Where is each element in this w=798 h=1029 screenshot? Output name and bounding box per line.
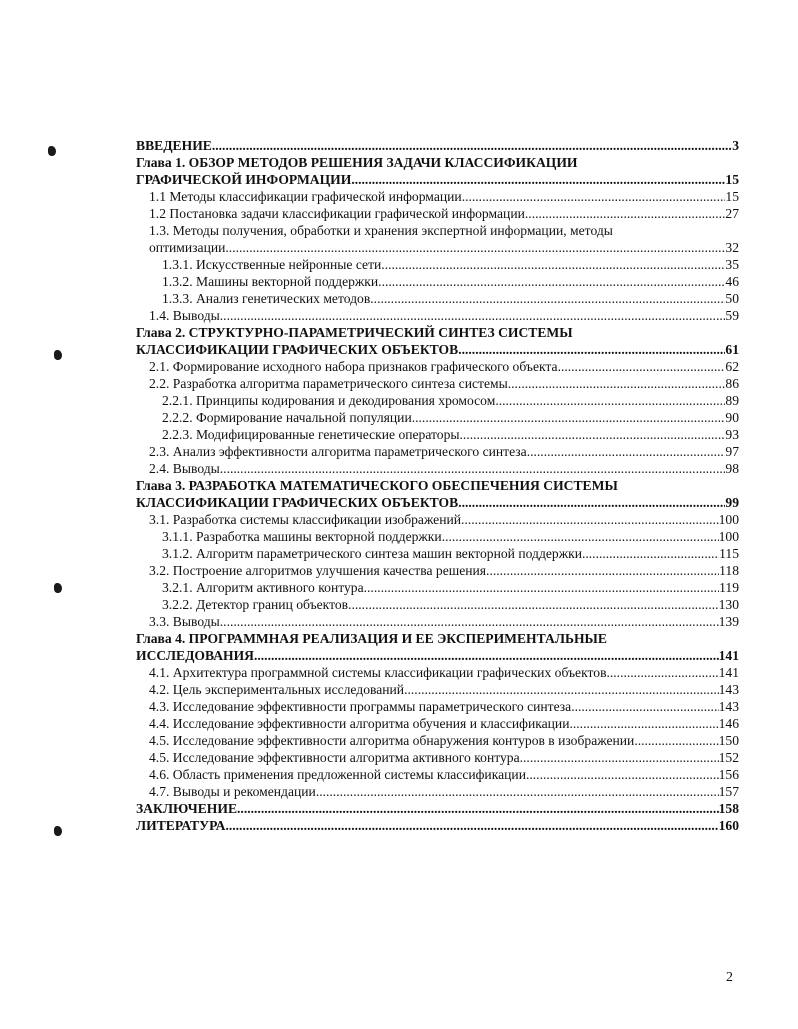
toc-entry-page: 157	[718, 784, 739, 799]
toc-leader-dots	[316, 783, 719, 800]
toc-entry	[136, 511, 739, 528]
toc-leader-dots	[558, 358, 726, 375]
toc-entry-page: 86	[725, 376, 739, 391]
toc-entry-title: 1.3.1. Искусственные нейронные сети.	[162, 257, 385, 272]
toc-entry	[136, 358, 739, 375]
toc-entry-title: 2.2.3. Модифицированные генетические операторы	[162, 427, 460, 442]
toc-entry-title: 4.2. Цель экспериментальных исследований	[149, 682, 405, 697]
toc-entry-title: 3.2.1. Алгоритм активного контура.	[162, 580, 368, 595]
toc-entry	[136, 154, 739, 171]
toc-entry	[136, 596, 739, 613]
toc-entry-title: КЛАССИФИКАЦИИ ГРАФИЧЕСКИХ ОБЪЕКТОВ	[136, 342, 459, 357]
toc-leader-dots	[569, 715, 718, 732]
toc-entry-title: Глава 3. РАЗРАБОТКА МАТЕМАТИЧЕСКОГО ОБЕСПЕЧЕНИЯ СИСТЕМЫ	[136, 478, 618, 493]
toc-entry-title: 4.6. Область применения предложенной системы классификации	[149, 767, 526, 782]
toc-leader-dots	[220, 307, 726, 324]
toc-entry-title: 1.3.3. Анализ генетических методов.	[162, 291, 374, 306]
toc-entry-page: 139	[718, 614, 739, 629]
toc-entry	[136, 239, 739, 256]
page-number: 2	[726, 970, 733, 985]
toc-entry-title: 2.1. Формирование исходного набора признаков графического объекта	[149, 359, 558, 374]
toc-entry	[136, 256, 739, 273]
toc-entry-page: 150	[718, 733, 739, 748]
punch-hole-mark	[48, 146, 56, 156]
toc-entry-page: 59	[725, 308, 739, 323]
toc-entry-title: 3.2. Построение алгоритмов улучшения качества решения.	[149, 563, 490, 578]
toc-entry	[136, 443, 739, 460]
toc-entry-title: 2.2. Разработка алгоритма параметрического синтеза системы	[149, 376, 508, 391]
toc-leader-dots	[229, 239, 726, 256]
toc-leader-dots	[634, 732, 718, 749]
toc-leader-dots	[461, 511, 719, 528]
toc-leader-dots	[489, 562, 719, 579]
toc-entry	[136, 783, 739, 800]
toc-entry-title: ЗАКЛЮЧЕНИЕ	[136, 801, 238, 816]
toc-entry-page: 62	[725, 359, 739, 374]
toc-entry	[136, 392, 739, 409]
toc-leader-dots	[442, 528, 719, 545]
toc-entry-title: 4.4. Исследование эффективности алгоритма обучения и классификации	[149, 716, 570, 731]
toc-entry-page: 90	[725, 410, 739, 425]
toc-entry-title: 2.4. Выводы	[149, 461, 220, 476]
toc-entry-page: 98	[725, 461, 739, 476]
toc-entry-title: ИССЛЕДОВАНИЯ	[136, 648, 254, 663]
toc-leader-dots	[520, 749, 719, 766]
toc-entry	[136, 477, 739, 494]
toc-entry	[136, 664, 739, 681]
toc-entry-title: Глава 4. ПРОГРАММНАЯ РЕАЛИЗАЦИЯ И ЕЕ ЭКСПЕРИМЕНТАЛЬНЫЕ	[136, 631, 607, 646]
toc-leader-dots	[458, 341, 725, 358]
toc-entry	[136, 426, 739, 443]
toc-entry	[136, 188, 739, 205]
toc-entry	[136, 681, 739, 698]
toc-entry-page: 15	[725, 172, 739, 187]
toc-entry	[136, 766, 739, 783]
toc-entry-page: 89	[725, 393, 739, 408]
toc-entry	[136, 647, 739, 664]
toc-entry-title: 1.3. Методы получения, обработки и хранения экспертной информации, методы	[149, 223, 613, 238]
toc-leader-dots	[385, 256, 726, 273]
toc-entry-page: 160	[718, 818, 739, 833]
toc-entry-title: 4.5. Исследование эффективности алгоритма обнаружения контуров в изображении	[149, 733, 635, 748]
toc-leader-dots	[606, 664, 718, 681]
toc-entry-title: КЛАССИФИКАЦИИ ГРАФИЧЕСКИХ ОБЪЕКТОВ	[136, 495, 459, 510]
toc-entry-page: 61	[725, 342, 739, 357]
toc-entry-page: 97	[725, 444, 739, 459]
toc-entry-page: 156	[718, 767, 739, 782]
toc-entry	[136, 494, 739, 511]
toc-entry-title: 3.1.2. Алгоритм параметрического синтеза машин векторной поддержки	[162, 546, 582, 561]
punch-hole-mark	[54, 583, 62, 593]
toc-entry-page: 130	[718, 597, 739, 612]
toc-leader-dots	[571, 698, 718, 715]
toc-leader-dots	[367, 579, 719, 596]
toc-entry	[136, 375, 739, 392]
toc-entry	[136, 290, 739, 307]
toc-entry	[136, 715, 739, 732]
toc-leader-dots	[495, 392, 725, 409]
toc-entry-title: оптимизации.	[149, 240, 229, 255]
toc-entry	[136, 562, 739, 579]
toc-entry	[136, 324, 739, 341]
toc-entry	[136, 307, 739, 324]
toc-entry-title: 3.1. Разработка системы классификации изображений	[149, 512, 462, 527]
toc-entry-title: ЛИТЕРАТУРА	[136, 818, 226, 833]
toc-entry-page: 141	[718, 648, 739, 663]
toc-entry	[136, 528, 739, 545]
toc-leader-dots	[382, 273, 726, 290]
toc-entry-title: Глава 2. СТРУКТУРНО-ПАРАМЕТРИЧЕСКИЙ СИНТЕЗ СИСТЕМЫ	[136, 325, 573, 340]
toc-leader-dots	[582, 545, 719, 562]
toc-entry-page: 143	[718, 682, 739, 697]
toc-leader-dots	[526, 766, 719, 783]
toc-entry-page: 100	[718, 529, 739, 544]
toc-entry-page: 35	[725, 257, 739, 272]
toc-entry-page: 27	[725, 206, 739, 221]
toc-entry-page: 93	[725, 427, 739, 442]
toc-leader-dots	[458, 494, 725, 511]
toc-entry-page: 32	[725, 240, 739, 255]
toc-entry	[136, 545, 739, 562]
toc-entry-title: Глава 1. ОБЗОР МЕТОДОВ РЕШЕНИЯ ЗАДАЧИ КЛАССИФИКАЦИИ	[136, 155, 578, 170]
toc-entry-page: 152	[718, 750, 739, 765]
toc-entry-title: ВВЕДЕНИЕ	[136, 138, 212, 153]
toc-leader-dots	[212, 137, 732, 154]
toc-entry-page: 143	[718, 699, 739, 714]
toc-entry-title: 1.4. Выводы	[149, 308, 220, 323]
toc-entry-page: 99	[725, 495, 739, 510]
toc-entry-title: 3.1.1. Разработка машины векторной поддержки	[162, 529, 442, 544]
toc-entry	[136, 273, 739, 290]
toc-entry-title: 2.2.1. Принципы кодирования и декодирования хромосом	[162, 393, 496, 408]
toc-entry	[136, 732, 739, 749]
toc-entry	[136, 749, 739, 766]
toc-entry-title: 4.7. Выводы и рекомендации	[149, 784, 316, 799]
toc-entry	[136, 409, 739, 426]
toc-entry	[136, 205, 739, 222]
toc-entry-title: ГРАФИЧЕСКОЙ ИНФОРМАЦИИ	[136, 172, 352, 187]
toc-entry	[136, 630, 739, 647]
toc-leader-dots	[462, 188, 726, 205]
punch-hole-mark	[54, 826, 62, 836]
toc-leader-dots	[351, 171, 725, 188]
toc-entry-page: 118	[719, 563, 739, 578]
toc-entry-title: 3.3. Выводы	[149, 614, 220, 629]
toc-entry-page: 158	[718, 801, 739, 816]
toc-entry	[136, 613, 739, 630]
toc-entry	[136, 137, 739, 154]
toc-leader-dots	[351, 596, 718, 613]
toc-entry-title: 3.2.2. Детектор границ объектов.	[162, 597, 352, 612]
punch-hole-mark	[54, 350, 62, 360]
toc-entry	[136, 460, 739, 477]
table-of-contents	[136, 137, 739, 834]
toc-entry-page: 3	[732, 138, 739, 153]
toc-entry	[136, 698, 739, 715]
toc-entry-page: 141	[718, 665, 739, 680]
toc-entry-title: 1.2 Постановка задачи классификации графической информации	[149, 206, 525, 221]
toc-entry-page: 146	[718, 716, 739, 731]
toc-leader-dots	[460, 426, 726, 443]
toc-leader-dots	[225, 817, 718, 834]
toc-entry	[136, 171, 739, 188]
toc-leader-dots	[220, 613, 719, 630]
toc-leader-dots	[525, 205, 726, 222]
toc-entry-page: 50	[725, 291, 739, 306]
toc-entry	[136, 222, 739, 239]
toc-leader-dots	[254, 647, 719, 664]
toc-entry	[136, 341, 739, 358]
toc-leader-dots	[412, 409, 726, 426]
toc-entry-title: 1.3.2. Машины векторной поддержки.	[162, 274, 382, 289]
toc-leader-dots	[374, 290, 726, 307]
toc-entry-title: 2.2.2. Формирование начальной популяции	[162, 410, 412, 425]
toc-entry	[136, 800, 739, 817]
toc-entry-title: 4.1. Архитектура программной системы классификации графических объектов	[149, 665, 607, 680]
toc-entry	[136, 817, 739, 834]
toc-leader-dots	[527, 443, 726, 460]
toc-leader-dots	[508, 375, 726, 392]
toc-entry-title: 4.3. Исследование эффективности программы параметрического синтеза	[149, 699, 572, 714]
toc-entry-title: 2.3. Анализ эффективности алгоритма параметрического синтеза	[149, 444, 527, 459]
toc-entry-page: 46	[725, 274, 739, 289]
toc-entry-title: 1.1 Методы классификации графической информации	[149, 189, 462, 204]
toc-entry-title: 4.5. Исследование эффективности алгоритма активного контура	[149, 750, 520, 765]
toc-entry-page: 115	[719, 546, 739, 561]
toc-entry-page: 100	[718, 512, 739, 527]
toc-entry-page: 119	[719, 580, 739, 595]
toc-entry	[136, 579, 739, 596]
toc-leader-dots	[220, 460, 726, 477]
toc-leader-dots	[404, 681, 719, 698]
toc-leader-dots	[237, 800, 719, 817]
toc-entry-page: 15	[725, 189, 739, 204]
